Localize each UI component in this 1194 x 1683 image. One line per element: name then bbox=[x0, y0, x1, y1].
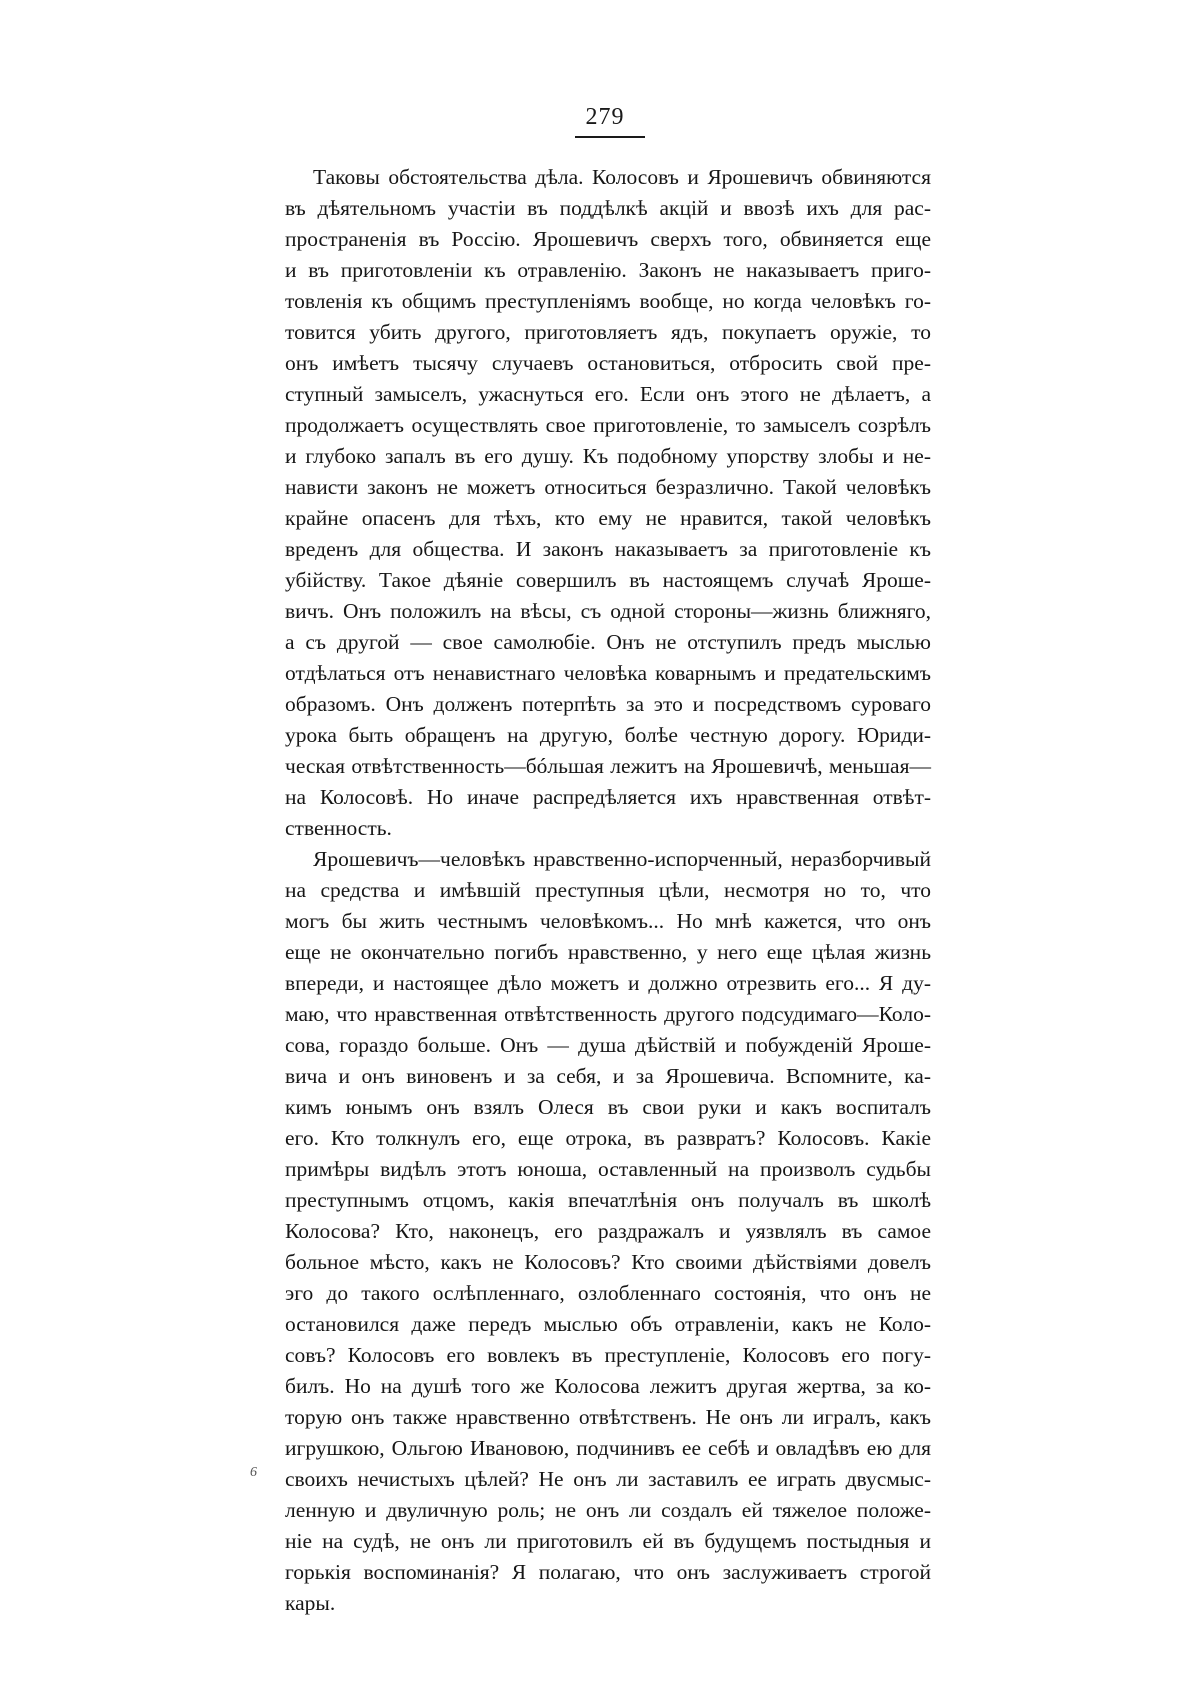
text-line: могъ бы жить честнымъ человѣкомъ... Но мнѣ кажется, что онъ bbox=[285, 909, 931, 933]
text-line: въ дѣятельномъ участіи въ поддѣлкѣ акцій и ввозѣ ихъ для рас- bbox=[285, 196, 931, 220]
text-line: онъ имѣетъ тысячу случаевъ остановиться, отбросить свой пре- bbox=[285, 351, 931, 375]
text-line: больное мѣсто, какъ не Колосовъ? Кто своими дѣйствіями довелъ bbox=[285, 1250, 931, 1274]
text-line: Ярошевичъ—человѣкъ нравственно-испорченный, неразборчивый bbox=[313, 847, 931, 871]
text-line: ступный замыселъ, ужаснуться его. Если онъ этого не дѣлаетъ, а bbox=[285, 382, 931, 406]
page-number-rule bbox=[575, 136, 645, 138]
margin-mark: 6 bbox=[250, 1465, 257, 1480]
text-line: Таковы обстоятельства дѣла. Колосовъ и Ярошевичъ обвиняются bbox=[313, 165, 931, 189]
text-line: его. Кто толкнулъ его, еще отрока, въ развратъ? Колосовъ. Какіе bbox=[285, 1126, 931, 1150]
text-line: ческая отвѣтственность—бóльшая лежитъ на Ярошевичѣ, меньшая— bbox=[285, 754, 931, 778]
text-line: вича и онъ виновенъ и за себя, и за Ярошевича. Вспомните, ка- bbox=[285, 1064, 931, 1088]
text-line: своихъ нечистыхъ цѣлей? Не онъ ли заставилъ ее играть двусмыс- bbox=[285, 1467, 931, 1491]
text-line: эго до такого ослѣпленнаго, озлобленнаго состоянія, что онъ не bbox=[285, 1281, 931, 1305]
body-text bbox=[285, 162, 931, 1619]
text-line: урока быть обращенъ на другую, болѣе честную дорогу. Юриди- bbox=[285, 723, 931, 747]
paragraph bbox=[285, 162, 931, 844]
text-line: маю, что нравственная отвѣтственность другого подсудимаго—Коло- bbox=[285, 1002, 931, 1026]
page-number: 279 bbox=[585, 104, 625, 130]
text-line: торую онъ также нравственно отвѣтственъ. Не онъ ли игралъ, какъ bbox=[285, 1405, 931, 1429]
text-line: и глубоко запалъ въ его душу. Къ подобному упорству злобы и не- bbox=[285, 444, 931, 468]
text-line: убійству. Такое дѣяніе совершилъ въ настоящемъ случаѣ Ярошe- bbox=[285, 568, 931, 592]
text-line: а съ другой — свое самолюбіе. Онъ не отступилъ предъ мыслью bbox=[285, 630, 931, 654]
text-line: остановился даже передъ мыслью объ отравленіи, какъ не Коло- bbox=[285, 1312, 931, 1336]
text-line: ленную и двуличную роль; не онъ ли создалъ ей тяжелое положе- bbox=[285, 1498, 931, 1522]
text-line: горькія воспоминанія? Я полагаю, что онъ заслуживаетъ строгой bbox=[285, 1560, 931, 1584]
text-line: сова, гораздо больше. Онъ — душа дѣйствій и побужденій Яроше- bbox=[285, 1033, 931, 1057]
text-line: вреденъ для общества. И законъ наказываетъ за приготовленіе къ bbox=[285, 537, 931, 561]
text-line: нависти законъ не можетъ относиться безразлично. Такой человѣкъ bbox=[285, 475, 931, 499]
text-line: товится убить другого, приготовляетъ ядъ, покупаетъ оружіе, то bbox=[285, 320, 931, 344]
text-line: на Колосовѣ. Но иначе распредѣляется ихъ нравственная отвѣт- bbox=[285, 785, 931, 809]
text-line: отдѣлаться отъ ненавистнаго человѣка коварнымъ и предательскимъ bbox=[285, 661, 931, 685]
text-line: пространенія въ Россію. Ярошевичъ сверхъ того, обвиняется еще bbox=[285, 227, 931, 251]
text-line: на средства и имѣвшій преступныя цѣли, несмотря но то, что bbox=[285, 878, 931, 902]
paragraph bbox=[285, 844, 931, 1619]
text-line: примѣры видѣлъ этотъ юноша, оставленный на произволъ судьбы bbox=[285, 1157, 931, 1181]
text-line: продолжаетъ осуществлять свое приготовленіе, то замыселъ созрѣлъ bbox=[285, 413, 931, 437]
text-line: Колосова? Кто, наконецъ, его раздражалъ и уязвлялъ въ самое bbox=[285, 1219, 931, 1243]
text-line: вичъ. Онъ положилъ на вѣсы, съ одной стороны—жизнь ближняго, bbox=[285, 599, 931, 623]
text-line: ственность. bbox=[285, 816, 392, 840]
text-line: ніе на судѣ, не онъ ли приготовилъ ей въ будущемъ постыдныя и bbox=[285, 1529, 931, 1553]
text-line: еще не окончательно погибъ нравственно, у него еще цѣлая жизнь bbox=[285, 940, 931, 964]
text-line: игрушкою, Ольгою Ивановою, подчинивъ ее себѣ и овладѣвъ ею для bbox=[285, 1436, 931, 1460]
text-line: совъ? Колосовъ его вовлекъ въ преступленіе, Колосовъ его погу- bbox=[285, 1343, 931, 1367]
text-line: кары. bbox=[285, 1591, 336, 1615]
text-line: кимъ юнымъ онъ взялъ Олеся въ свои руки и какъ воспиталъ bbox=[285, 1095, 931, 1119]
text-line: преступнымъ отцомъ, какія впечатлѣнія онъ получалъ въ школѣ bbox=[285, 1188, 931, 1212]
text-line: образомъ. Онъ долженъ потерпѣть за это и посредствомъ суроваго bbox=[285, 692, 931, 716]
text-line: билъ. Но на душѣ того же Колосова лежитъ другая жертва, за ко- bbox=[285, 1374, 931, 1398]
text-line: товленія къ общимъ преступленіямъ вообще, но когда человѣкъ го- bbox=[285, 289, 931, 313]
text-line: крайне опасенъ для тѣхъ, кто ему не нравится, такой человѣкъ bbox=[285, 506, 931, 530]
text-line: и въ приготовленіи къ отравленію. Законъ не наказываетъ приго- bbox=[285, 258, 931, 282]
text-line: впереди, и настоящее дѣло можетъ и должно отрезвить его... Я ду- bbox=[285, 971, 931, 995]
